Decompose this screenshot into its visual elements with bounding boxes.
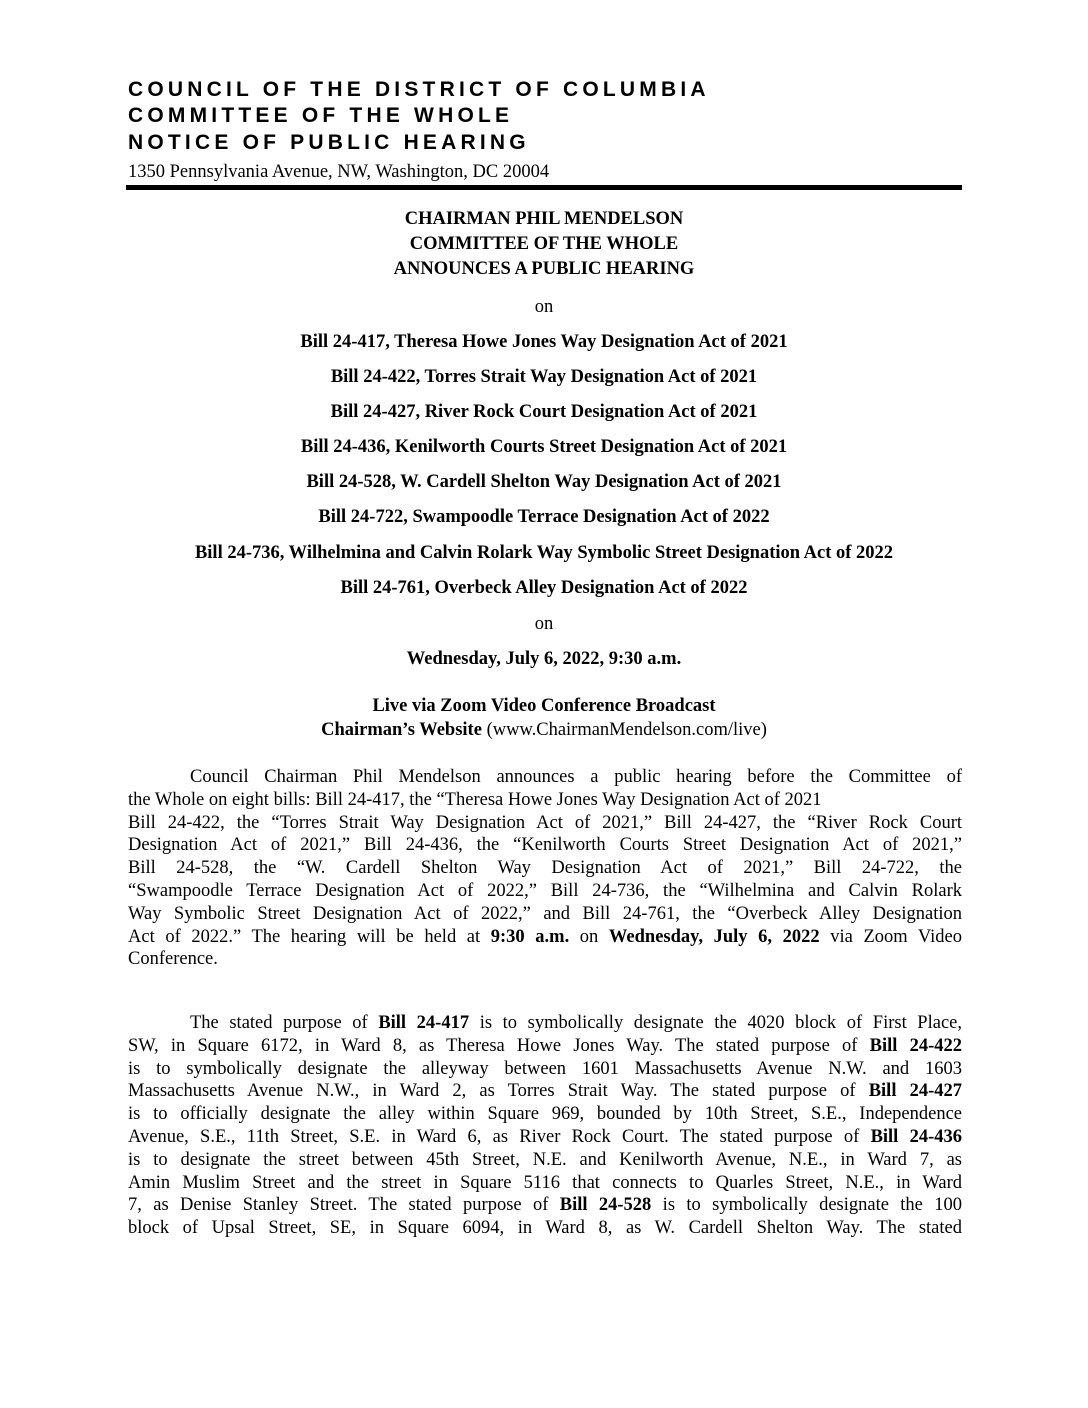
paragraph-text: via Zoom Video	[819, 926, 963, 947]
paragraph-purposes	[128, 1012, 962, 1240]
header-committee-title: COMMITTEE OF THE WHOLE	[128, 104, 514, 127]
hearing-time-emphasis: 9:30 a.m.	[490, 926, 570, 947]
paragraph-line: Designation Act of 2021,” Bill 24-436, the “Kenilworth Courts Street Designation Act of 2021,”	[128, 835, 962, 856]
paragraph-text: 7, as Denise Stanley Street. The stated purpose of	[128, 1195, 560, 1216]
announcement-committee: COMMITTEE OF THE WHOLE	[409, 234, 679, 254]
announcement-chairman: CHAIRMAN PHIL MENDELSON	[404, 209, 684, 229]
paragraph-line: block of Upsal Street, SE, in Square 6094, in Ward 8, as W. Cardell Shelton Way. The stated	[128, 1218, 962, 1239]
paragraph-line: is to officially designate the alley within Square 969, bounded by 10th Street, S.E., Independence	[128, 1104, 962, 1125]
paragraph-text: Act of 2022.” The hearing will be held at	[128, 926, 491, 947]
paragraph-line	[128, 1080, 962, 1103]
bill-item: Bill 24-422, Torres Strait Way Designation Act of 2021	[330, 367, 758, 387]
announcement-hearing: ANNOUNCES A PUBLIC HEARING	[393, 259, 695, 279]
paragraph-line: “Swampoodle Terrace Designation Act of 2022,” Bill 24-736, the “Wilhelmina and Calvin Rolark	[128, 880, 962, 901]
paragraph-line: Way Symbolic Street Designation Act of 2022,” and Bill 24-761, the “Overbeck Alley Designation	[128, 903, 962, 924]
hearing-date: Wednesday, July 6, 2022, 9:30 a.m.	[406, 649, 682, 669]
paragraph-text: The stated purpose of	[190, 1013, 379, 1033]
bill-number-emphasis: Bill 24-528	[559, 1195, 652, 1216]
bill-number-emphasis: Bill 24-427	[868, 1081, 963, 1102]
paragraph-intro	[128, 766, 962, 971]
paragraph-line: is to designate the street between 45th Street, N.E. and Kenilworth Avenue, N.E., in Ward 7, as	[128, 1149, 962, 1170]
paragraph-text: is to symbolically designate the 4020 block of First Place,	[469, 1013, 962, 1033]
paragraph-line: Conference.	[128, 949, 218, 970]
paragraph-text: Avenue, S.E., 11th Street, S.E. in Ward 6, as River Rock Court. The stated purpose of	[128, 1126, 871, 1147]
paragraph-line: is to symbolically designate the alleyway between 1601 Massachusetts Avenue N.W. and 1603	[128, 1058, 962, 1079]
paragraph-line	[128, 1126, 962, 1149]
bill-item: Bill 24-436, Kenilworth Courts Street Designation Act of 2021	[300, 437, 788, 457]
header-rule	[126, 185, 962, 190]
paragraph-line	[128, 1194, 962, 1217]
venue-line-1: Live via Zoom Video Conference Broadcast	[372, 696, 716, 716]
paragraph-line: the Whole on eight bills: Bill 24-417, the “Theresa Howe Jones Way Designation Act of 2021	[128, 789, 822, 810]
venue-website-url: (www.ChairmanMendelson.com/live)	[481, 720, 767, 740]
paragraph-text: is to symbolically designate the 100	[651, 1195, 963, 1216]
bill-item: Bill 24-528, W. Cardell Shelton Way Designation Act of 2021	[306, 472, 782, 492]
bill-item: Bill 24-736, Wilhelmina and Calvin Rolark Way Symbolic Street Designation Act of 2022	[194, 543, 894, 563]
bill-item: Bill 24-417, Theresa Howe Jones Way Designation Act of 2021	[300, 332, 788, 352]
paragraph-line	[128, 1012, 962, 1035]
venue-website-label: Chairman’s Website	[321, 720, 482, 740]
announcement-on-1: on	[534, 297, 554, 317]
paragraph-text: SW, in Square 6172, in Ward 8, as Theresa Howe Jones Way. The stated purpose of	[128, 1035, 870, 1056]
bill-item: Bill 24-761, Overbeck Alley Designation Act of 2022	[340, 578, 748, 598]
paragraph-line: Bill 24-528, the “W. Cardell Shelton Way Designation Act of 2021,” Bill 24-722, the	[128, 858, 962, 879]
paragraph-text: on	[569, 926, 609, 947]
venue-line-2	[100, 718, 988, 742]
header-notice-title: NOTICE OF PUBLIC HEARING	[128, 131, 530, 154]
hearing-date-emphasis: Wednesday, July 6, 2022	[608, 926, 820, 947]
bill-number-emphasis: Bill 24-436	[870, 1126, 962, 1147]
paragraph-line	[128, 1035, 962, 1058]
bill-number-emphasis: Bill 24-422	[869, 1035, 962, 1056]
announcement-on-2: on	[534, 614, 554, 634]
header-council-title: COUNCIL OF THE DISTRICT OF COLUMBIA	[128, 78, 710, 101]
paragraph-line	[128, 926, 962, 949]
header-address: 1350 Pennsylvania Avenue, NW, Washington, DC 20004	[128, 162, 550, 182]
paragraph-line: Council Chairman Phil Mendelson announces a public hearing before the Committee of	[190, 767, 962, 787]
bill-item: Bill 24-427, River Rock Court Designation Act of 2021	[330, 402, 758, 422]
paragraph-text: Massachusetts Avenue N.W., in Ward 2, as Torres Strait Way. The stated purpose of	[128, 1081, 869, 1102]
paragraph-line: Amin Muslim Street and the street in Square 5116 that connects to Quarles Street, N.E., in Ward	[128, 1172, 962, 1193]
bill-number-emphasis: Bill 24-417	[378, 1013, 470, 1033]
paragraph-line: Bill 24-422, the “Torres Strait Way Designation Act of 2021,” Bill 24-427, the “River Rock Court	[128, 812, 962, 833]
bill-item: Bill 24-722, Swampoodle Terrace Designation Act of 2022	[318, 507, 770, 527]
